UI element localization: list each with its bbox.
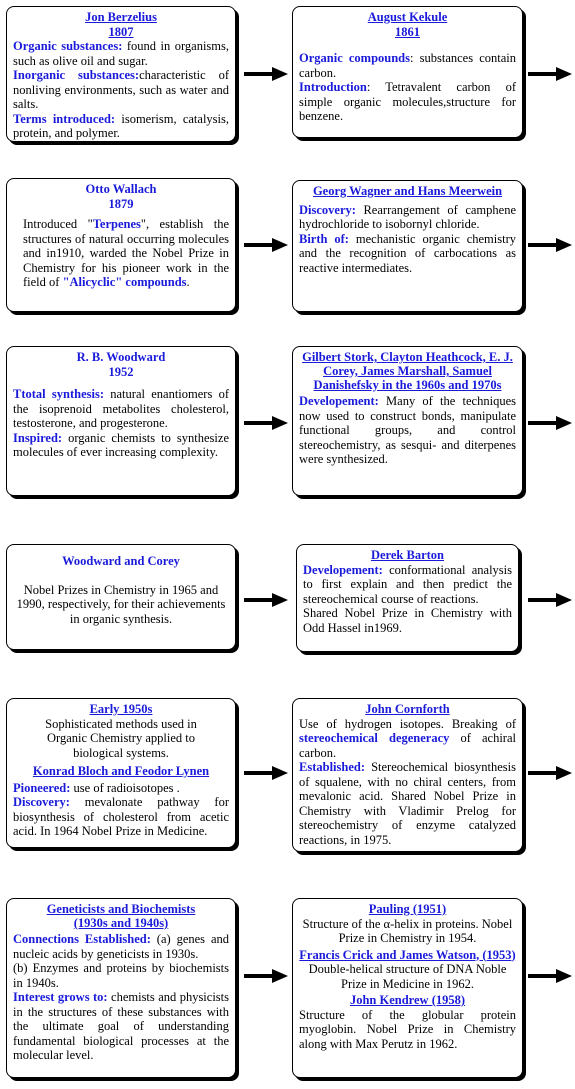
box-kekule bbox=[292, 6, 523, 138]
arrow-right-icon bbox=[244, 766, 288, 780]
box-cornforth bbox=[292, 698, 523, 852]
box-line: Ttotal synthesis: natural enantiomers of the isoprenoid metabolites cholesterol, testosterone, and progesterone. bbox=[13, 387, 229, 430]
box-line: Developement: conformational analysis to first explain and then predict the stereochemical course of reactions. bbox=[303, 562, 512, 606]
box-year: 1807 bbox=[108, 24, 134, 39]
arrow-right-icon bbox=[528, 766, 572, 780]
box-line: Established: Stereochemical biosynthesis of squalene, with no chiral centers, from mevalonic acid. Shared Nobel Prize in Chemistry with Vladimir Prelog for stereochemistry of enzyme catalyzed reactions, in 1975. bbox=[299, 760, 516, 847]
box-text: Nobel Prizes in Chemistry in 1965 and 1990, respectively, for their achievements in organic synthesis. bbox=[16, 582, 226, 626]
box-title: Derek Barton bbox=[370, 548, 445, 562]
box-early-1950s bbox=[6, 698, 236, 848]
box-line: Organic compounds: substances contain carbon. bbox=[299, 51, 516, 80]
box-title: Woodward and Corey bbox=[62, 554, 180, 568]
box-line: Shared Nobel Prize in Chemistry with Odd Hassel in1969. bbox=[303, 606, 512, 635]
box-line: Introduction: Tetravalent carbon of simple organic molecules,structure for benzene. bbox=[299, 80, 516, 123]
box-text: Double-helical structure of DNA Noble Prize in Medicine in 1962. bbox=[308, 962, 507, 991]
box-geneticists bbox=[6, 898, 236, 1078]
box-text: Structure of the α-helix in proteins. Nobel Prize in Chemistry in 1954. bbox=[302, 916, 513, 945]
box-title: Pauling (1951) bbox=[368, 902, 447, 916]
arrow-right-icon bbox=[244, 238, 288, 252]
box-year: 1861 bbox=[395, 24, 420, 39]
box-title: Georg Wagner and Hans Meerwein bbox=[312, 184, 503, 198]
box-woodward bbox=[6, 346, 236, 496]
box-line: Connections Established: (a) genes and nucleic acids by geneticists in 1930s. bbox=[13, 932, 229, 961]
box-title: Gilbert Stork, Clayton Heathcock, E. J. Corey, James Marshall, Samuel Danishefsky in the 1960s and 1970s bbox=[302, 350, 513, 392]
box-line: Discovery: mevalonate pathway for biosynthesis of cholesterol from acetic acid. In 1964 Nobel Prize in Medicine. bbox=[13, 795, 229, 838]
box-title: Otto Wallach bbox=[85, 182, 157, 196]
box-title: Early 1950s bbox=[89, 702, 153, 716]
box-title: R. B. Woodward bbox=[76, 350, 166, 364]
box-title: John Kendrew (1958) bbox=[349, 993, 466, 1007]
arrow-right-icon bbox=[528, 593, 572, 607]
box-line: Introduced "Terpenes", establish the structures of natural occurring molecules and in1910, warded the Nobel Prize in Chemistry for his pioneer work in the field of "Alicyclic" compounds. bbox=[23, 217, 229, 289]
box-title: August Kekule bbox=[367, 10, 448, 24]
box-line: Discovery: Rearrangement of camphene hydrochloride to isobornyl chloride. bbox=[299, 202, 516, 231]
arrow-right-icon bbox=[528, 67, 572, 81]
box-barton bbox=[296, 544, 519, 652]
box-line: Organic substances: found in organisms, such as olive oil and sugar. bbox=[13, 39, 229, 68]
arrow-right-icon bbox=[244, 416, 288, 430]
box-year: 1952 bbox=[108, 364, 134, 379]
box-title: Francis Crick and James Watson, (1953) bbox=[299, 947, 516, 962]
box-wallach bbox=[6, 178, 236, 312]
box-line: Birth of: mechanistic organic chemistry and the recognition of carbocations as reactive intermediates. bbox=[299, 231, 516, 275]
box-line: Pioneered: use of radioisotopes . bbox=[13, 780, 180, 795]
box-stork-group bbox=[292, 346, 523, 496]
box-woodward-corey bbox=[6, 544, 236, 650]
box-line: Interest grows to: chemists and physicists in the structures of these substances with the ultimate goal of understanding fundamental biological processes at the molecular level. bbox=[13, 990, 229, 1062]
box-line: Terms introduced: isomerism, catalysis, protein, and polymer. bbox=[13, 111, 230, 140]
arrow-right-icon bbox=[528, 238, 572, 252]
arrow-right-icon bbox=[244, 67, 288, 81]
box-line: Use of hydrogen isotopes. Breaking of stereochemical degeneracy of achiral carbon. bbox=[299, 716, 516, 760]
arrow-right-icon bbox=[244, 593, 288, 607]
box-year: 1879 bbox=[108, 196, 134, 211]
box-pauling-crick-kendrew bbox=[292, 898, 523, 1078]
box-title: John Cornforth bbox=[365, 702, 450, 716]
box-title: Jon Berzelius bbox=[85, 10, 157, 24]
box-line: Developement: Many of the techniques now used to construct bonds, manipulate functional groups, and control stereochemistry, as sesqui- and diterpenes were synthesized. bbox=[299, 394, 516, 466]
box-line: Inspired: organic chemists to synthesize molecules of ever increasing complexity. bbox=[13, 430, 229, 459]
box-wagner-meerwein bbox=[292, 180, 523, 312]
arrow-right-icon bbox=[528, 969, 572, 983]
arrow-right-icon bbox=[528, 416, 572, 430]
box-berzelius bbox=[6, 6, 236, 142]
box-text: Structure of the globular protein myoglobin. Nobel Prize in Chemistry along with Max Perutz in 1962. bbox=[299, 1007, 516, 1051]
box-text: Sophisticated methods used in Organic Chemistry applied to biological systems. bbox=[45, 716, 197, 760]
box-line: (b) Enzymes and proteins by biochemists in 1940s. bbox=[13, 961, 229, 990]
box-line: Inorganic substances:characteristic of nonliving environments, such as water and salts. bbox=[13, 68, 229, 111]
box-subtitle: Konrad Bloch and Feodor Lynen bbox=[32, 764, 210, 778]
arrow-right-icon bbox=[244, 969, 288, 983]
box-title: Geneticists and Biochemists (1930s and 1940s) bbox=[46, 902, 196, 930]
